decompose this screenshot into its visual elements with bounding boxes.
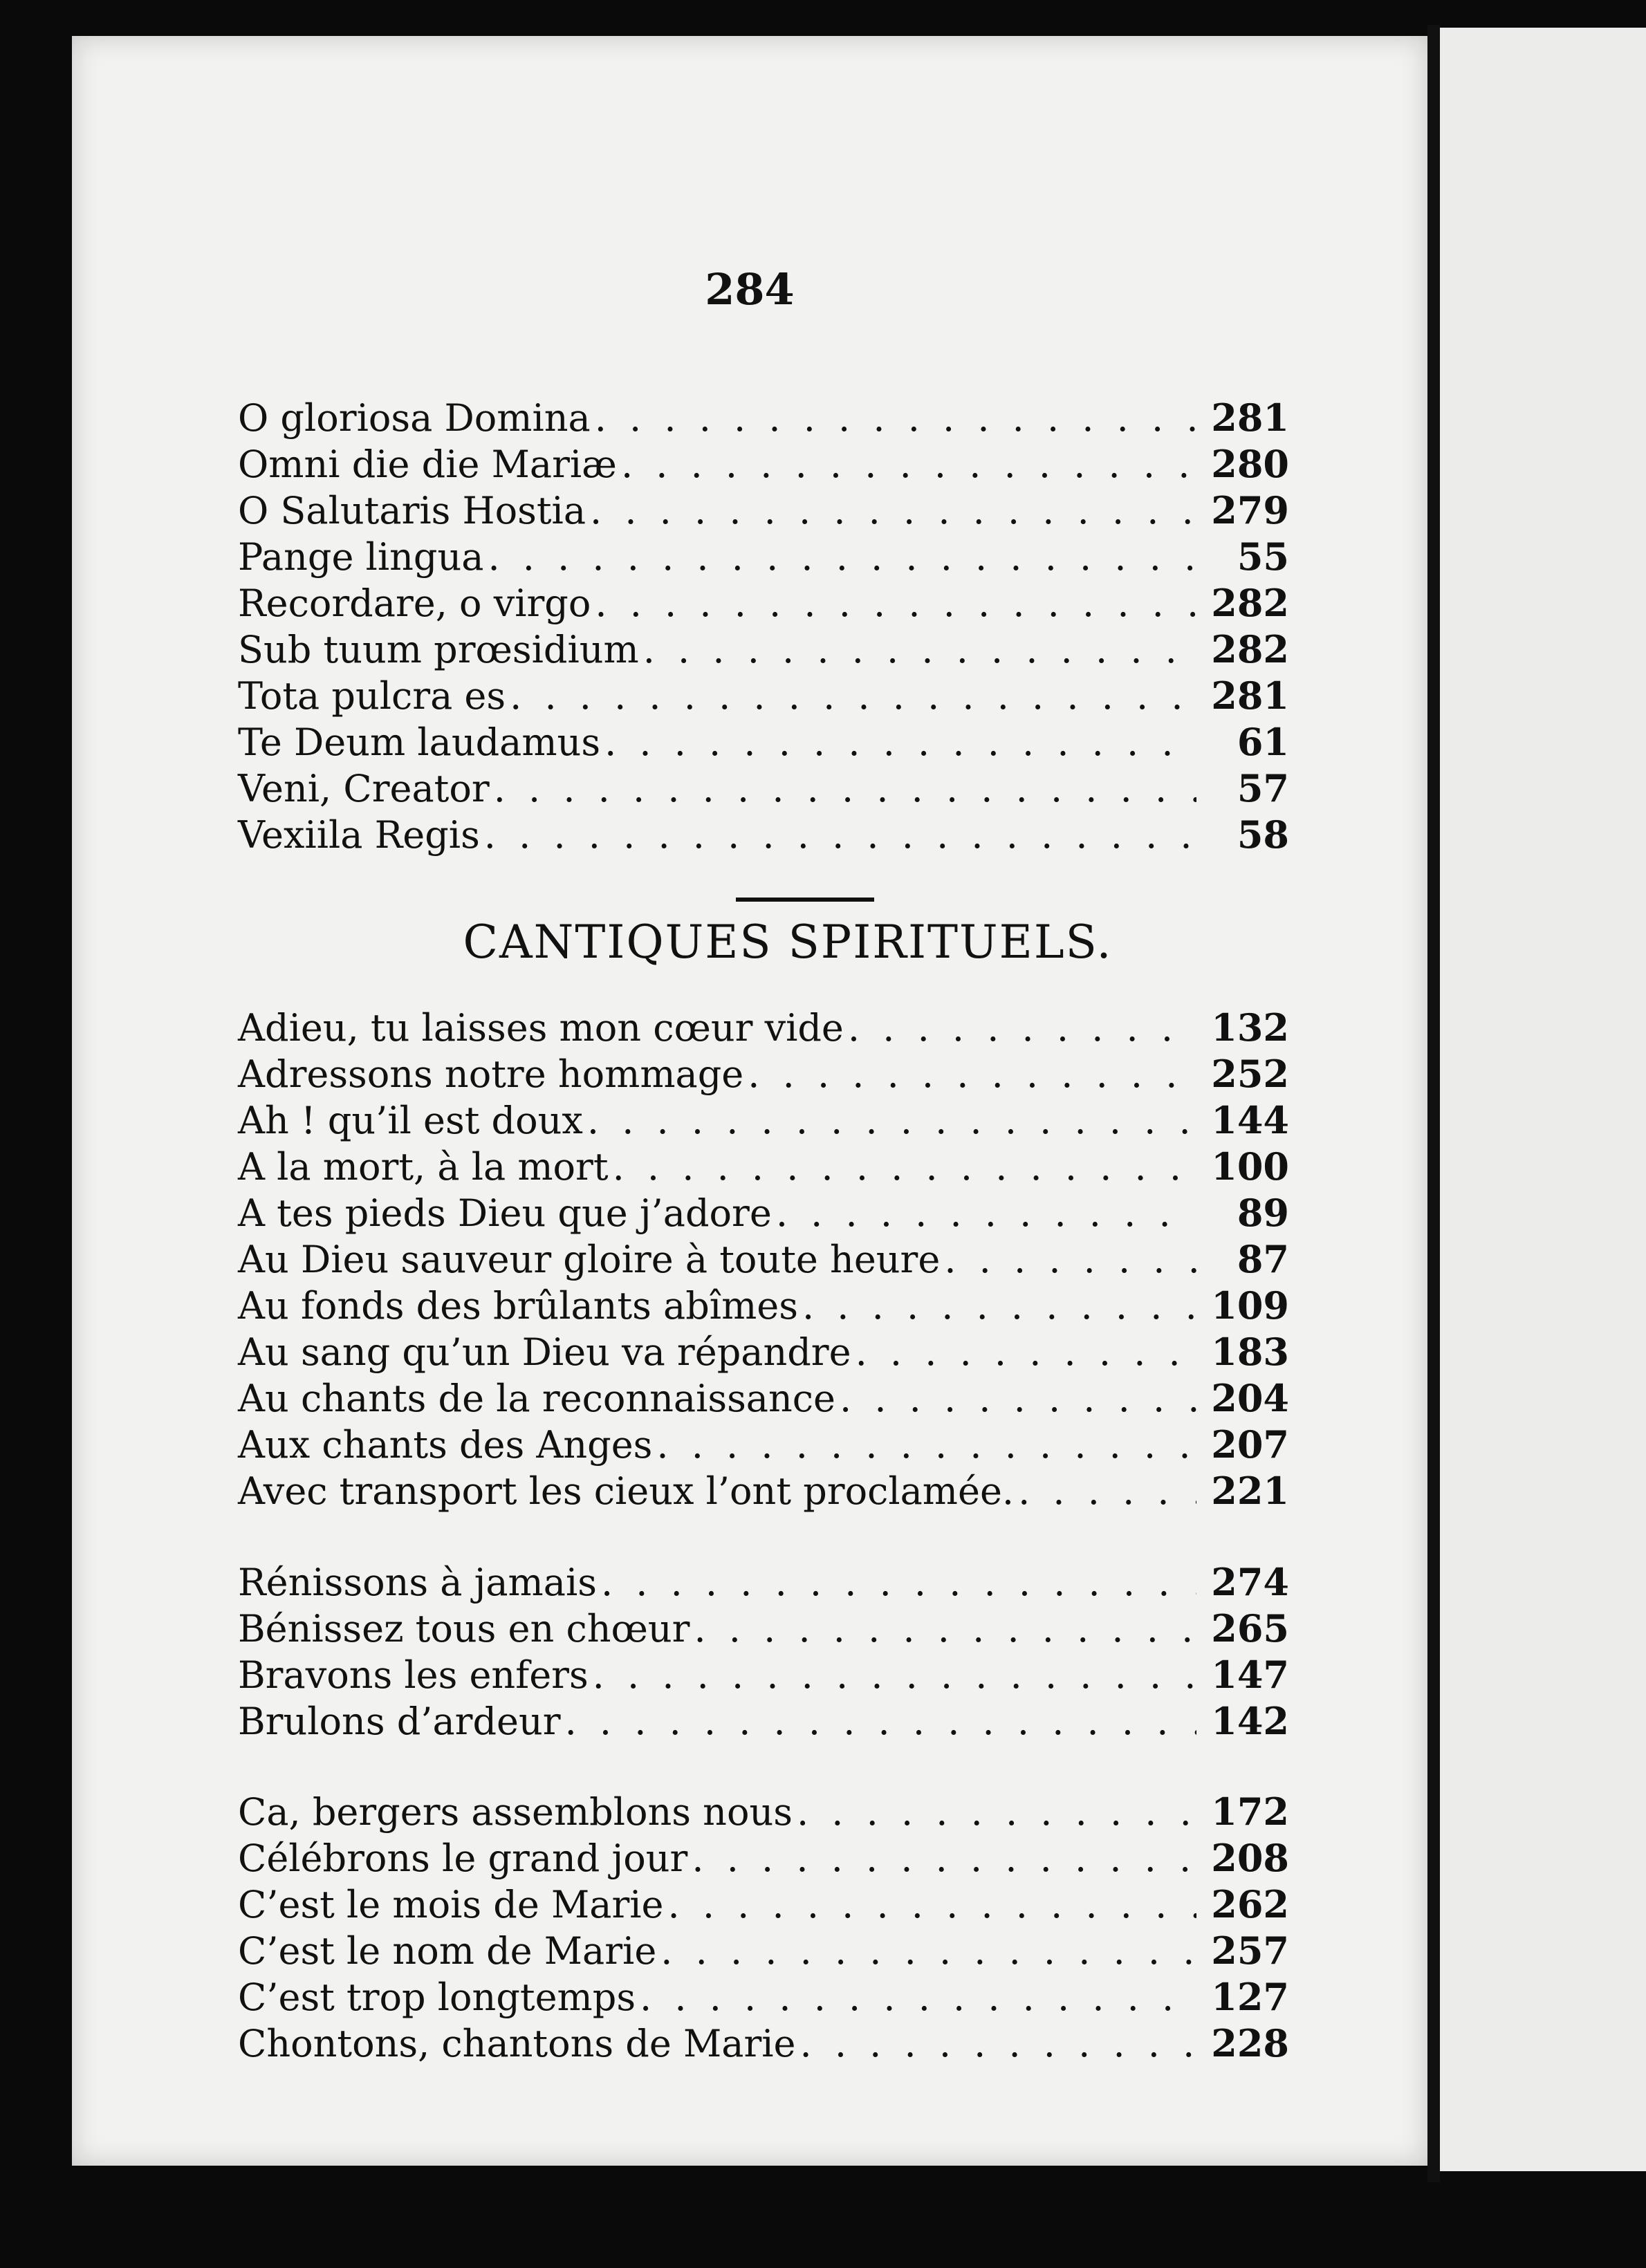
- toc-entry: [238, 1005, 1289, 1052]
- entry-page: 281: [1211, 673, 1289, 718]
- entry-page: 221: [1211, 1469, 1289, 1513]
- leader-dots: [848, 1006, 1196, 1050]
- leader-dots: [748, 1052, 1196, 1096]
- entry-title: Tota pulcra es: [238, 674, 506, 718]
- entry-title: Bénissez tous en chœur: [238, 1607, 690, 1651]
- entry-page: 228: [1211, 2021, 1289, 2065]
- book-gutter: [1427, 25, 1440, 2182]
- entry-title: Au fonds des brûlants abîmes: [238, 1284, 798, 1328]
- page-number: 284: [705, 264, 795, 315]
- entry-page: 127: [1211, 1975, 1289, 2019]
- leader-dots: [800, 2022, 1197, 2065]
- toc-entry: [238, 1606, 1289, 1653]
- entry-page: 87: [1237, 1237, 1289, 1281]
- entry-title: O gloriosa Domina: [238, 396, 591, 440]
- entry-title: Ca, bergers assemblons nous: [238, 1790, 793, 1834]
- entry-page: 55: [1237, 535, 1289, 579]
- entry-title: Brulons d’ardeur: [238, 1700, 561, 1743]
- entry-title: Bravons les enfers: [238, 1653, 589, 1697]
- entry-page: 147: [1211, 1653, 1289, 1697]
- entry-page: 280: [1211, 442, 1289, 486]
- leader-dots: [601, 1561, 1196, 1604]
- cantiques-list-b: [238, 1560, 1289, 1745]
- toc-entry: [238, 1699, 1289, 1745]
- toc-entry: [238, 1376, 1289, 1422]
- entry-page: 89: [1237, 1191, 1289, 1235]
- entry-page: 282: [1211, 627, 1289, 671]
- entry-page: 279: [1211, 488, 1289, 532]
- toc-entry: [238, 442, 1289, 488]
- entry-page: 262: [1211, 1882, 1289, 1926]
- section-divider: [736, 898, 874, 902]
- entry-title: Ah ! qu’il est doux: [238, 1099, 583, 1142]
- entry-title: Au chants de la reconnaissance: [238, 1377, 835, 1420]
- toc-entry: [238, 673, 1289, 720]
- entry-title: Célébrons le grand jour: [238, 1837, 688, 1880]
- entry-page: 183: [1211, 1330, 1289, 1374]
- entry-title: O Salutaris Hostia: [238, 489, 586, 532]
- entry-title: Avec transport les cieux l’ont proclamée.: [238, 1469, 1015, 1513]
- entry-title: Au Dieu sauveur gloire à toute heure: [238, 1238, 941, 1281]
- toc-entry: [238, 488, 1289, 535]
- entry-page: 208: [1211, 1836, 1289, 1880]
- toc-entry: [238, 1144, 1289, 1191]
- toc-entry: [238, 1560, 1289, 1606]
- toc-entry: [238, 1098, 1289, 1144]
- entry-page: 61: [1237, 720, 1289, 764]
- entry-page: 252: [1211, 1052, 1289, 1096]
- leader-dots: [494, 767, 1196, 810]
- entry-title: Omni die die Mariæ: [238, 443, 617, 486]
- entry-title: Chontons, chantons de Marie: [238, 2022, 796, 2065]
- leader-dots: [840, 1377, 1196, 1420]
- entry-page: 207: [1211, 1422, 1289, 1467]
- entry-title: Sub tuum prœsidium: [238, 628, 639, 671]
- leader-dots: [660, 1929, 1196, 1973]
- leader-dots: [797, 1790, 1196, 1834]
- entry-title: Te Deum laudamus: [238, 721, 601, 764]
- leader-dots: [668, 1883, 1197, 1926]
- entry-title: C’est trop longtemps: [238, 1976, 636, 2019]
- toc-entry: [238, 1422, 1289, 1469]
- leader-dots: [590, 489, 1196, 532]
- entry-title: Recordare, o virgo: [238, 582, 591, 625]
- entry-title: Aux chants des Anges: [238, 1423, 653, 1467]
- entry-page: 281: [1211, 396, 1289, 440]
- toc-entry: [238, 1790, 1289, 1836]
- leader-dots: [595, 582, 1196, 625]
- cantiques-list-a: [238, 1005, 1289, 1515]
- entry-page: 204: [1211, 1376, 1289, 1420]
- leader-dots: [488, 535, 1196, 579]
- entry-page: 142: [1211, 1699, 1289, 1743]
- entry-page: 100: [1211, 1144, 1289, 1189]
- entry-page: 257: [1211, 1928, 1289, 1973]
- toc-entry: [238, 1283, 1289, 1330]
- entry-page: 274: [1211, 1560, 1289, 1604]
- toc-entry: [238, 1237, 1289, 1283]
- leader-dots: [656, 1423, 1196, 1467]
- toc-entry: [238, 1469, 1289, 1515]
- entry-title: Au sang qu’un Dieu va répandre: [238, 1330, 851, 1374]
- leader-dots: [587, 1099, 1196, 1142]
- toc-entry: [238, 535, 1289, 581]
- leader-dots: [621, 443, 1196, 486]
- toc-entry: [238, 1052, 1289, 1098]
- cantiques-list-c: [238, 1790, 1289, 2067]
- entry-title: C’est le nom de Marie: [238, 1929, 657, 1973]
- entry-title: A tes pieds Dieu que j’adore: [238, 1191, 772, 1235]
- entry-title: Adressons notre hommage: [238, 1052, 744, 1096]
- toc-entry: [238, 720, 1289, 766]
- section-heading: CANTIQUES SPIRITUELS.: [463, 915, 1113, 969]
- latin-hymns-list: [238, 396, 1289, 859]
- toc-entry: [238, 1882, 1289, 1928]
- toc-entry: [238, 581, 1289, 627]
- entry-page: 265: [1211, 1606, 1289, 1651]
- entry-title: C’est le mois de Marie: [238, 1883, 664, 1926]
- leader-dots: [484, 813, 1196, 857]
- entry-title: Adieu, tu laisses mon cœur vide: [238, 1006, 844, 1050]
- leader-dots: [1018, 1469, 1196, 1513]
- leader-dots: [694, 1607, 1196, 1651]
- leader-dots: [510, 674, 1196, 718]
- leader-dots: [565, 1700, 1196, 1743]
- entry-page: 57: [1237, 766, 1289, 810]
- entry-page: 109: [1211, 1283, 1289, 1328]
- leader-dots: [692, 1837, 1196, 1880]
- leader-dots: [643, 628, 1196, 671]
- entry-page: 172: [1211, 1790, 1289, 1834]
- entry-page: 282: [1211, 581, 1289, 625]
- leader-dots: [640, 1976, 1196, 2019]
- toc-entry: [238, 1836, 1289, 1882]
- leader-dots: [944, 1238, 1196, 1281]
- toc-entry: [238, 1928, 1289, 1975]
- toc-entry: [238, 1975, 1289, 2021]
- leader-dots: [613, 1145, 1196, 1189]
- entry-title: A la mort, à la mort: [238, 1145, 609, 1189]
- entry-title: Veni, Creator: [238, 767, 490, 810]
- leader-dots: [604, 721, 1196, 764]
- leader-dots: [776, 1191, 1196, 1235]
- entry-page: 58: [1237, 812, 1289, 857]
- leader-dots: [802, 1284, 1196, 1328]
- toc-entry: [238, 1330, 1289, 1376]
- facing-page-edge: [1440, 28, 1646, 2171]
- entry-title: Vexiila Regis: [238, 813, 480, 857]
- toc-entry: [238, 1653, 1289, 1699]
- toc-entry: [238, 766, 1289, 812]
- toc-entry: [238, 812, 1289, 859]
- book-page: [72, 36, 1427, 2166]
- entry-title: Pange lingua: [238, 535, 484, 579]
- entry-page: 144: [1211, 1098, 1289, 1142]
- leader-dots: [595, 396, 1196, 440]
- leader-dots: [593, 1653, 1196, 1697]
- toc-entry: [238, 627, 1289, 673]
- toc-entry: [238, 1191, 1289, 1237]
- toc-entry: [238, 2021, 1289, 2067]
- entry-page: 132: [1211, 1005, 1289, 1050]
- leader-dots: [856, 1330, 1196, 1374]
- entry-title: Rénissons à jamais: [238, 1561, 597, 1604]
- toc-entry: [238, 396, 1289, 442]
